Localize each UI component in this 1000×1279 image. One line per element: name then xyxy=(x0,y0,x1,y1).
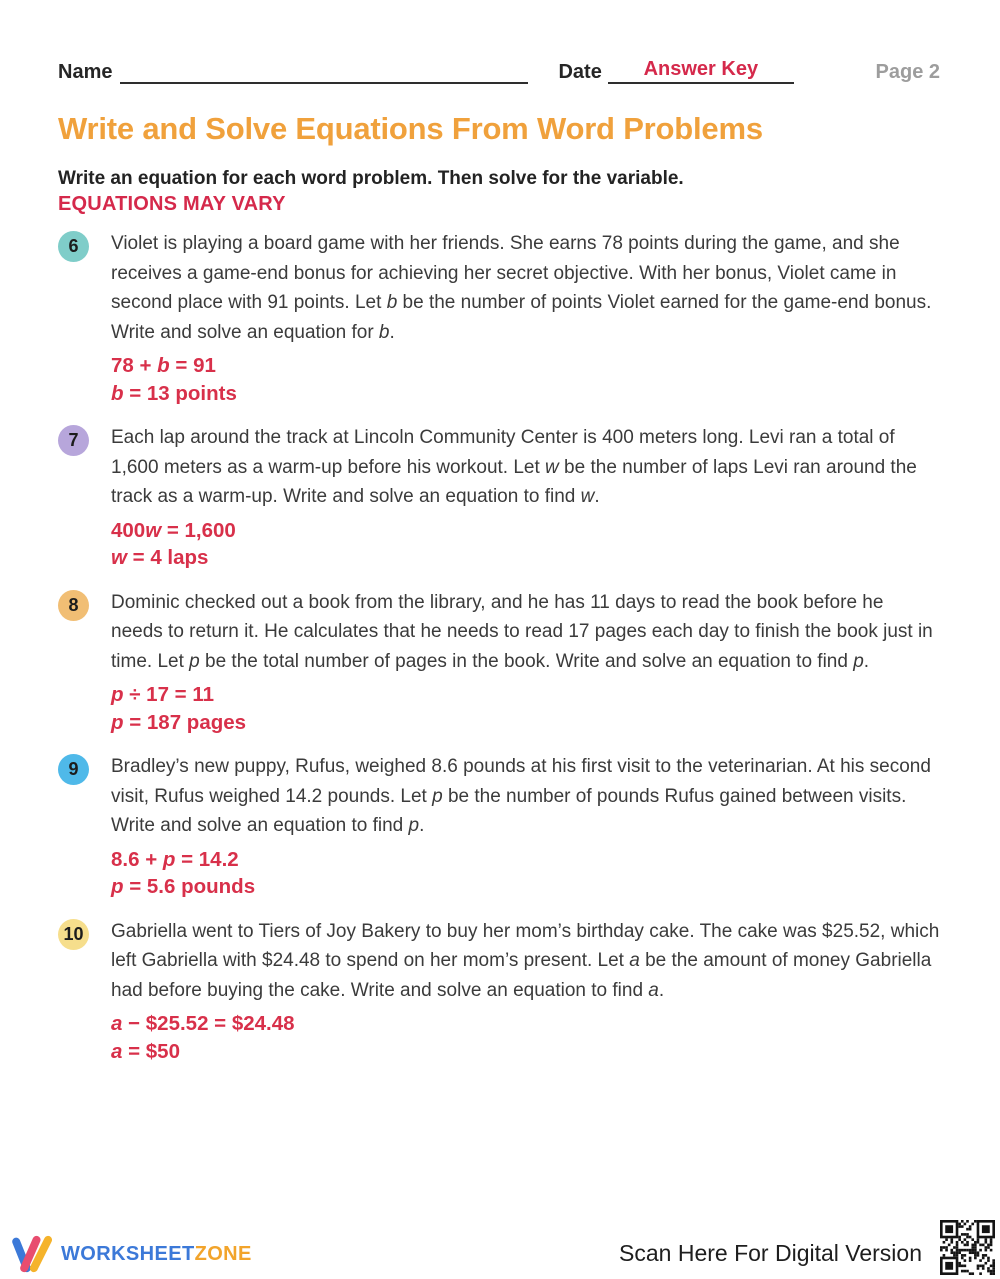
answer-solution: p = 187 pages xyxy=(111,710,247,734)
equations-vary-note: EQUATIONS MAY VARY xyxy=(58,193,286,215)
answer-equation: 78 + b = 91 xyxy=(111,354,216,377)
problem-number-badge xyxy=(58,754,89,785)
problem-body xyxy=(111,423,940,572)
problem-number: 9 xyxy=(68,759,79,779)
problem-item xyxy=(58,229,940,407)
page-title: Write and Solve Equations From Word Problems xyxy=(58,111,763,146)
date-group xyxy=(558,58,793,84)
date-label: Date xyxy=(558,61,602,83)
worksheet-header xyxy=(58,58,940,84)
name-blank-line xyxy=(120,58,528,84)
problem-item xyxy=(58,917,940,1066)
problem-body xyxy=(111,752,940,901)
problem-body xyxy=(111,917,940,1066)
problem-text: Violet is playing a board game with her friends. She earns 78 points during the game, and she receives a game-end bonus for achieving her secret objective. With her bonus, Violet came in second place with 91 points. Let b be the number of points Violet earned for the game-end bonus. Write and solve an equation for b. xyxy=(111,233,932,343)
problem-item xyxy=(58,752,940,901)
problem-text: Gabriella went to Tiers of Joy Bakery to buy her mom’s birthday cake. The cake was $25.52, which left Gabriella with $24.48 to spend on her mom’s present. Let a be the amount of money Gabriella had before buying the cake. Write and solve an equation to find a. xyxy=(111,920,940,1001)
problem-answers xyxy=(111,846,940,901)
answer-equation: a − $25.52 = $24.48 xyxy=(111,1012,295,1035)
problem-number: 6 xyxy=(68,236,79,256)
qr-code xyxy=(940,1220,995,1275)
problem-item xyxy=(58,588,940,737)
page-number: Page 2 xyxy=(875,61,940,83)
problem-item xyxy=(58,423,940,572)
problem-answers xyxy=(111,352,940,407)
brand-worksheet: WORKSHEET xyxy=(61,1242,195,1265)
problem-text: Dominic checked out a book from the library, and he has 11 days to read the book before he needs to return it. He calculates that he needs to read 17 pages each day to finish the book just in time. Let p be the total number of pages in the book. Write and solve an equation to find p. xyxy=(111,591,933,672)
problem-number-badge xyxy=(58,590,89,621)
brand-zone: ZONE xyxy=(194,1242,252,1265)
problem-number: 8 xyxy=(68,594,79,615)
problems-list xyxy=(58,229,940,1065)
problem-answers xyxy=(111,681,940,736)
problem-answers xyxy=(111,1010,940,1065)
problem-text: Each lap around the track at Lincoln Community Center is 400 meters long. Levi ran a total of 1,600 meters as a warm-up before his workout. Let w be the number of laps Levi ran around the track as a warm-up. Write and solve an equation to find w. xyxy=(111,427,917,507)
worksheetzone-logo xyxy=(10,1233,252,1275)
answer-solution: a = $50 xyxy=(111,1039,180,1063)
answer-equation: 400w = 1,600 xyxy=(111,518,236,542)
problem-answers xyxy=(111,517,940,572)
problem-number-badge xyxy=(58,425,89,456)
problem-text: Bradley’s new puppy, Rufus, weighed 8.6 pounds at his first visit to the veterinarian. At his second visit, Rufus weighed 14.2 pounds. Let p be the number of pounds Rufus gained between visits. Write and solve an equation to find p. xyxy=(111,756,931,836)
problem-number: 10 xyxy=(63,923,84,944)
problem-number: 7 xyxy=(68,430,79,450)
problem-number-badge xyxy=(58,231,89,262)
answer-equation: p ÷ 17 = 11 xyxy=(111,683,215,706)
problem-body xyxy=(111,229,940,407)
answer-equation: 8.6 + p = 14.2 xyxy=(111,847,239,871)
problem-body xyxy=(111,588,940,737)
instruction-text: Write an equation for each word problem. Then solve for the variable. xyxy=(58,168,684,189)
answer-solution: w = 4 laps xyxy=(111,546,209,569)
problem-number-badge xyxy=(58,919,89,950)
worksheetzone-w-icon xyxy=(10,1233,56,1275)
answer-solution: b = 13 points xyxy=(111,381,237,405)
answer-solution: p = 5.6 pounds xyxy=(111,875,256,898)
brand-name xyxy=(61,1243,252,1266)
date-value: Answer Key xyxy=(608,58,794,84)
scan-label: Scan Here For Digital Version xyxy=(619,1240,922,1266)
name-label: Name xyxy=(58,61,113,83)
page-footer xyxy=(0,1199,1000,1279)
